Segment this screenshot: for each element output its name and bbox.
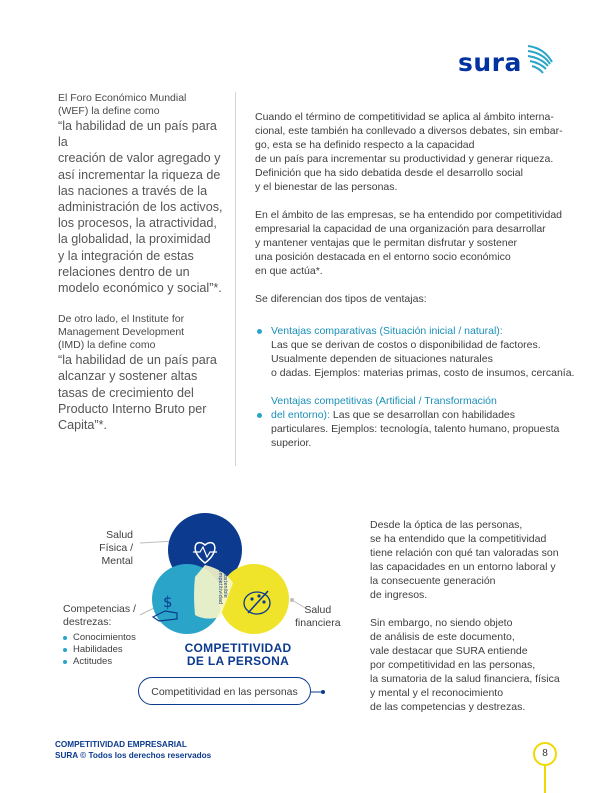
list-item: Actitudes [63, 656, 136, 668]
financial-circle [219, 564, 289, 634]
list-item: Habilidades [63, 644, 136, 656]
page-number-line [544, 766, 546, 793]
sura-definition-paragraph: Sin embargo, no siendo objeto de análisis de este documento, vale destacar que SURA entiende por competitividad en las personas, la sumatoria de la salud financiera, física y mental y el reconocimiento de las competencias y destrezas. [370, 617, 560, 713]
diagram-title: COMPETITIVIDAD DE LA PERSONA [184, 641, 292, 668]
sura-wings-icon [526, 42, 556, 78]
bullet-comparative-title: Ventajas comparativas (Situación inicial / natural): [271, 325, 503, 337]
bullet-competitive: Ventajas competitivas (Artificial / Transformación del entorno): Las que se desarrollan con habilidades particulares. Ejemplos: tecnología, talento humano, propuesta superior. [255, 394, 575, 450]
competencias-list [63, 632, 136, 668]
logo-wordmark: sura [458, 48, 522, 77]
footer-title: COMPETITIVIDAD EMPRESARIAL [55, 740, 187, 749]
label-competencias: Competencias / destrezas: [63, 603, 136, 628]
bullet-competitive-title: Ventajas competitivas (Artificial / Transformación del entorno): [271, 395, 497, 421]
bullet-comparative: Ventajas comparativas (Situación inicial / natural): Las que se derivan de costos o disponibilidad de factores. Usualmente dependen de situaciones naturales o dadas. Ejemplos: materias primas, costo de insumos, cercanía. [255, 324, 575, 380]
wef-intro: El Foro Económico Mundial (WEF) la define como [58, 92, 187, 117]
label-health: Salud Física / Mental [99, 529, 133, 567]
left-column [58, 92, 223, 433]
persons-paragraph: Desde la óptica de las personas, se ha entendido que la competitividad tiene relación con qué tan valoradas son las capacidades en un entorno laboral y la consecuente generación de ingresos. [370, 519, 559, 601]
column-divider [235, 92, 236, 466]
list-item: Conocimientos [63, 632, 136, 644]
money-icon: $ [163, 593, 173, 611]
intro-paragraph: Cuando el término de competitividad se aplica al ámbito interna- cional, este también ha conllevado a diversos debates, sin embar- go, esta se ha definido respecto a la capacidad de un país para incrementar su productividad y generar riqueza. Definición que ha sido debatida desde el desarrollo social y el bienestar de las personas. [255, 111, 563, 193]
sura-logo [458, 42, 558, 82]
imd-quote: “la habilidad de un país para alcanzar y sostener altas tasas de crecimiento del Producto Interno Bruto per Capita”*. [58, 353, 217, 433]
center-label-2: sostenible [222, 572, 228, 598]
imd-intro: De otro lado, el Institute for Management Development (IMD) la define como [58, 313, 185, 352]
bullet-dot [257, 413, 262, 418]
bullet-dot [257, 329, 262, 334]
bottom-right-text [370, 518, 570, 728]
footer-copyright: SURA © Todos los derechos reservados [55, 751, 212, 760]
label-financial: Salud financiera [295, 604, 341, 629]
center-label-1: Competitividad [217, 565, 223, 605]
right-column [255, 110, 575, 462]
footer [55, 739, 211, 761]
page-number: 8 [533, 742, 557, 766]
competitiveness-pill: Competitividad en las personas [138, 677, 311, 705]
person-competitiveness-diagram [55, 505, 355, 715]
wef-quote: “la habilidad de un país para la creación de valor agregado y así incrementar la riqueza de las naciones a través de la administración de los activos, los procesos, la atractividad, la globalidad, la proximidad y la integración de estas relaciones dentro de un modelo económico y social”*. [58, 119, 223, 296]
advantages-intro: Se diferencian dos tipos de ventajas: [255, 293, 427, 305]
business-paragraph: En el ámbito de las empresas, se ha entendido por competitividad empresarial la capacidad de una organización para desarrollar y mantener ventajas que le permitan disfrutar y sostener una posición destacada en el entorno socio económico en que actúa*. [255, 209, 563, 277]
